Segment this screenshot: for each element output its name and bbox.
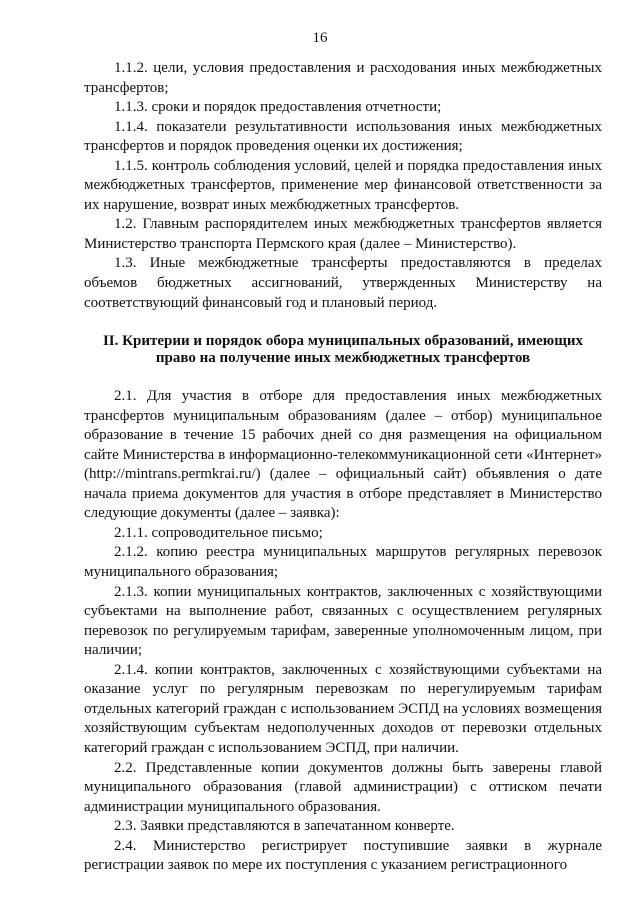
paragraph-2-4: 2.4. Министерство регистрирует поступившие заявки в журнале регистрации заявок по мере их поступления с указанием регистрационного — [84, 837, 602, 874]
paragraph-2-1: 2.1. Для участия в отборе для предоставления иных межбюджетных трансфертов муниципальным образованиям (далее – отбор) муниципальное образование в течение 15 рабочих дней со дня размещения на официальном сайте Министерства в информационно-телекоммуникационной сети «Интернет» (http://mintrans.permkrai.ru/) (далее – официальный сайт) объявления о дате начала приема документов для участия в отборе представляет в Министерство следующие документы (далее – заявка): — [84, 388, 602, 522]
page-number: 16 — [312, 30, 328, 46]
paragraph-1-1-3: 1.1.3. сроки и порядок предоставления отчетности; — [114, 99, 442, 116]
paragraph-2-1-2: 2.1.2. копию реестра муниципальных маршрутов регулярных перевозок муниципального образования; — [84, 544, 602, 581]
paragraph-2-1-4: 2.1.4. копии контрактов, заключенных с хозяйствующими субъектами на оказание услуг по регулярным перевозкам по нерегулируемым тарифам отдельных категорий граждан с использованием ЭСПД на условиях возмещения хозяйствующим субъектам недополученных доходов от перевозки отдельных категорий граждан с использованием ЭСПД, при наличии. — [84, 661, 602, 756]
paragraph-2-3: 2.3. Заявки представляются в запечатанном конверте. — [114, 818, 455, 835]
paragraph-2-1-1: 2.1.1. сопроводительное письмо; — [114, 524, 323, 541]
section-heading — [84, 333, 602, 367]
paragraph-1-3: 1.3. Иные межбюджетные трансферты предоставляются в пределах объемов бюджетных ассигнований, утвержденных Министерству на соответствующий финансовый год и плановый период. — [84, 255, 602, 311]
paragraph-2-2: 2.2. Представленные копии документов должны быть заверены главой муниципального образования (главой администрации) с оттиском печати администрации муниципального образования. — [84, 759, 602, 815]
paragraph-1-1-2: 1.1.2. цели, условия предоставления и расходования иных межбюджетных трансфертов; — [84, 60, 602, 96]
paragraph-2-1-3: 2.1.3. копии муниципальных контрактов, заключенных с хозяйствующими субъектами на выполнение работ, связанных с осуществлением регулярных перевозок по регулируемым тарифам, заверенные уполномоченным лицом, при наличии; — [84, 583, 602, 659]
section-heading-line-1: II. Критерии и порядок обора муниципальных образований, имеющих — [102, 333, 584, 350]
paragraph-1-2: 1.2. Главным распорядителем иных межбюджетных трансфертов является Министерство транспорта Пермского края (далее – Министерство). — [84, 216, 602, 252]
paragraph-1-1-5: 1.1.5. контроль соблюдения условий, целей и порядка предоставления иных межбюджетных трансфертов, применение мер финансовой ответственности за их нарушение, возврат иных межбюджетных трансфертов. — [84, 157, 602, 213]
paragraph-1-1-4: 1.1.4. показатели результативности использования иных межбюджетных трансфертов и порядок проведения оценки их достижения; — [84, 118, 602, 155]
document-body — [84, 59, 602, 876]
section-heading-line-2: право на получение иных межбюджетных трансфертов — [155, 350, 531, 367]
